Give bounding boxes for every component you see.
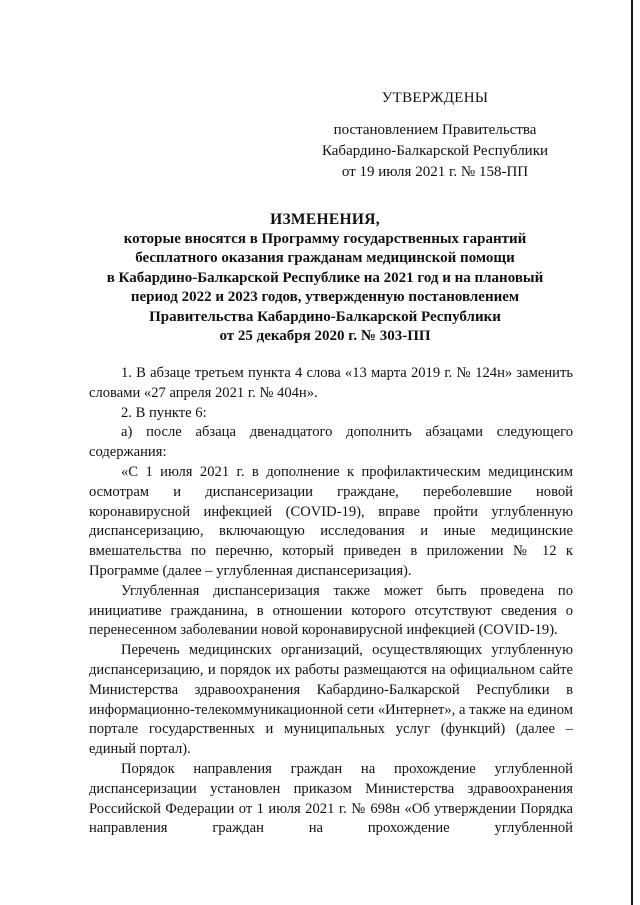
document-heading: [100, 210, 550, 347]
body-paragraph: Перечень медицинских организаций, осуществляющих углубленную диспансеризацию, и порядок их работы размещаются на официальном сайте Министерства здравоохранения Кабардино-Балкарской Республики в информационно-телекоммуникационной сети «Интернет», а также на едином портале государственных и муниципальных услуг (функций) (далее – единый портал).: [89, 642, 573, 758]
document-body: [89, 364, 573, 839]
heading-line: бесплатного оказания гражданам медицинской помощи: [135, 250, 515, 266]
body-paragraph: а) после абзаца двенадцатого дополнить абзацами следующего содержания:: [89, 424, 573, 461]
approval-block: [305, 88, 565, 183]
body-paragraph: 1. В абзаце третьем пункта 4 слова «13 марта 2019 г. № 124н» заменить словами «27 апреля 2021 г. № 404н».: [89, 365, 573, 401]
approval-line: Кабардино-Балкарской Республики: [321, 143, 549, 159]
approval-line: постановлением Правительства: [333, 122, 537, 138]
page-edge-line: [631, 0, 633, 905]
body-paragraph: 2. В пункте 6:: [121, 404, 207, 421]
approval-line: от 19 июля 2021 г. № 158-ПП: [341, 164, 529, 180]
approval-title: УТВЕРЖДЕНЫ: [381, 90, 489, 106]
heading-line: Правительства Кабардино-Балкарской Республики: [149, 308, 501, 325]
body-paragraph: Углубленная диспансеризация также может быть проведена по инициативе гражданина, в отношении которого отсутствуют сведения о перенесенном заболевании новой коронавирусной инфекцией (COVID-19).: [89, 582, 573, 639]
heading-title: ИЗМЕНЕНИЯ,: [270, 211, 380, 228]
heading-line: которые вносятся в Программу государственных гарантий: [123, 230, 527, 247]
heading-line: период 2022 и 2023 годов, утвержденную постановлением: [130, 289, 520, 305]
heading-line: в Кабардино-Балкарской Республике на 2021 год и на плановый: [106, 269, 544, 286]
body-paragraph: «С 1 июля 2021 г. в дополнение к профилактическим медицинским осмотрам и диспансеризации граждане, переболевшие новой коронавирусной инфекцией (COVID-19), вправе пройти углубленную диспансеризацию, включающую исследования и иные медицинские вмешательства по перечню, который приведен в приложении № 12 к Программе (далее – углубленная диспансеризация).: [89, 463, 573, 579]
body-paragraph: Порядок направления граждан на прохождение углубленной диспансеризации установлен приказом Министерства здравоохранения Российской Федерации от 1 июля 2021 г. № 698н «Об утверждении Порядка направления граждан на прохождение углубленной: [89, 760, 573, 837]
heading-line: от 25 декабря 2020 г. № 303-ПП: [219, 328, 431, 344]
